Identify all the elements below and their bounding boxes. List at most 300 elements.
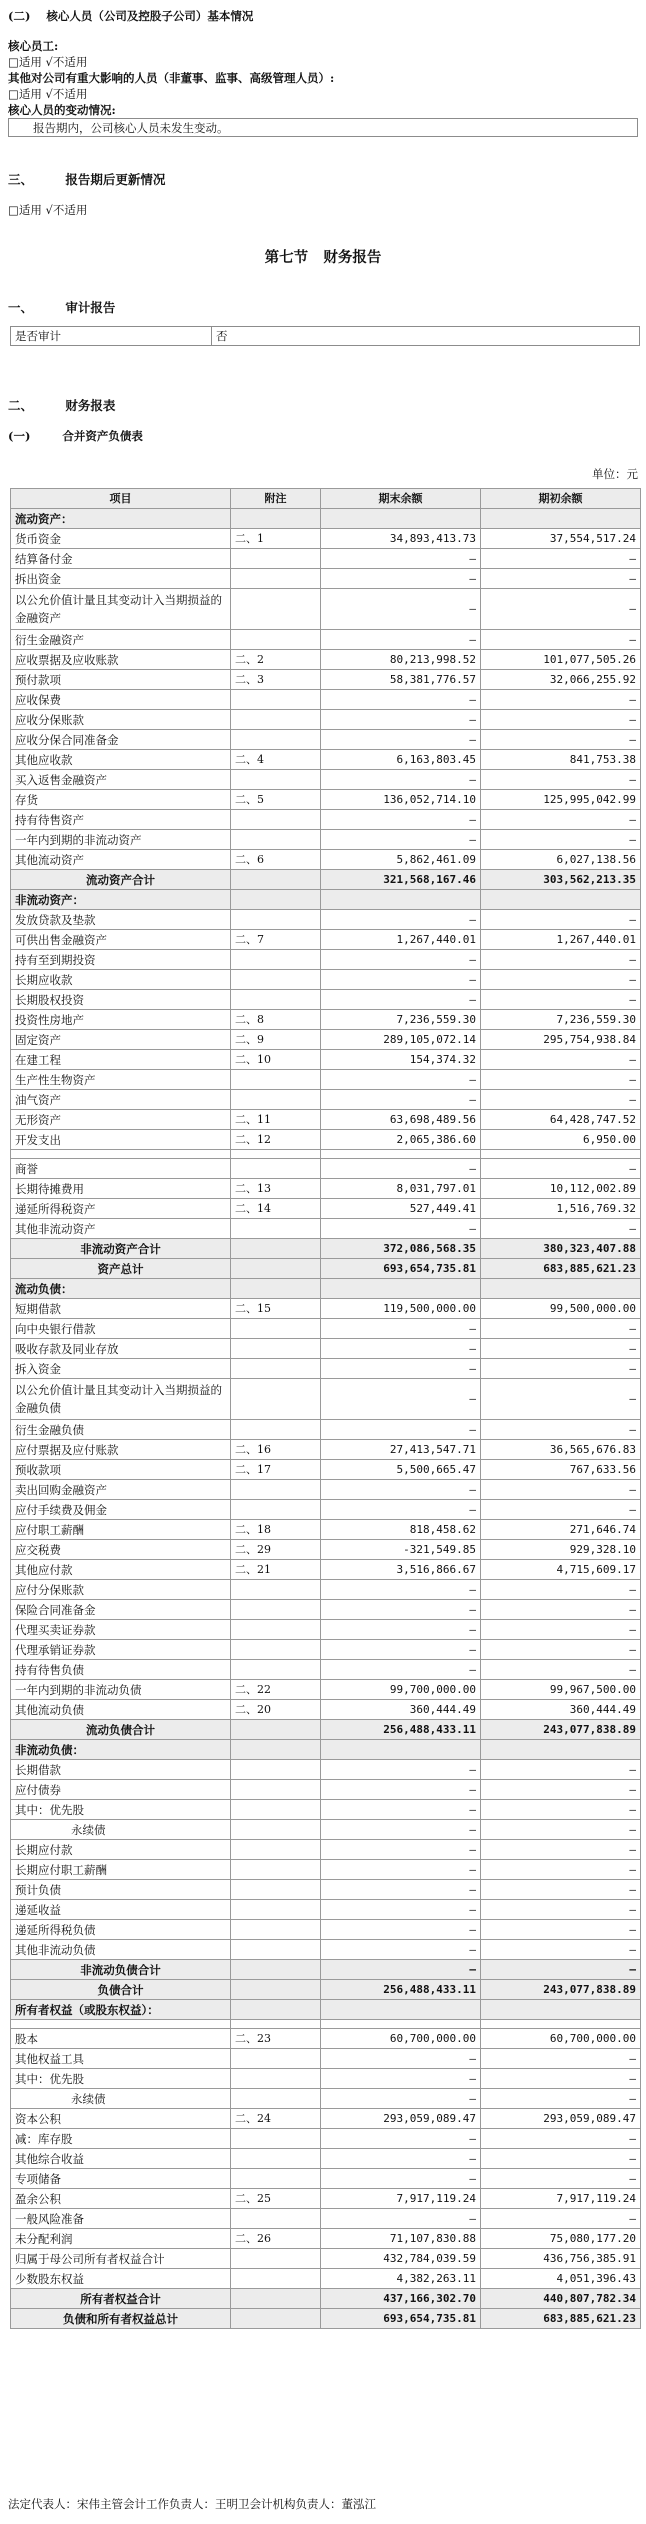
opening-balance-cell: – <box>481 1070 641 1090</box>
item-cell: 拆出资金 <box>11 569 231 589</box>
part3-choice: □适用 √不适用 <box>8 203 88 217</box>
item-cell: 应收保费 <box>11 690 231 710</box>
opening-balance-cell: 303,562,213.35 <box>481 870 641 890</box>
opening-balance-cell <box>481 1740 641 1760</box>
opening-balance-cell: – <box>481 569 641 589</box>
opening-balance-cell: – <box>481 1660 641 1680</box>
table-row <box>11 1800 641 1820</box>
opening-balance-cell: – <box>481 549 641 569</box>
item-cell: 负债合计 <box>11 1980 231 2000</box>
note-cell: 二、9 <box>231 1030 321 1050</box>
opening-balance-cell: – <box>481 1159 641 1179</box>
opening-balance-cell: – <box>481 1860 641 1880</box>
note-cell <box>231 1620 321 1640</box>
item-cell: 预付款项 <box>11 670 231 690</box>
ending-balance-cell: 3,516,866.67 <box>321 1560 481 1580</box>
balance-sheet-table <box>10 488 641 2329</box>
opening-balance-cell: 293,059,089.47 <box>481 2109 641 2129</box>
item-cell: 少数股东权益 <box>11 2269 231 2289</box>
ending-balance-cell: – <box>321 1580 481 1600</box>
table-row <box>11 1130 641 1150</box>
table-row <box>11 770 641 790</box>
note-cell: 二、18 <box>231 1520 321 1540</box>
note-cell <box>231 1239 321 1259</box>
item-cell: 应收分保账款 <box>11 710 231 730</box>
opening-balance-cell: – <box>481 730 641 750</box>
audit-title: 审计报告 <box>65 300 116 315</box>
item-cell: 拆入资金 <box>11 1359 231 1379</box>
table-row <box>11 1680 641 1700</box>
item-cell: 递延所得税资产 <box>11 1199 231 1219</box>
total-row <box>11 1960 641 1980</box>
ending-balance-cell: – <box>321 690 481 710</box>
note-cell <box>231 1420 321 1440</box>
ending-balance-cell: 99,700,000.00 <box>321 1680 481 1700</box>
table-row <box>11 630 641 650</box>
ending-balance-cell: 372,086,568.35 <box>321 1239 481 1259</box>
item-cell: 固定资产 <box>11 1030 231 1050</box>
note-cell <box>231 1880 321 1900</box>
table-row <box>11 2269 641 2289</box>
ending-balance-cell: 154,374.32 <box>321 1050 481 1070</box>
ending-balance-cell: – <box>321 770 481 790</box>
table-row <box>11 1600 641 1620</box>
table-row <box>11 1050 641 1070</box>
table-row <box>11 1860 641 1880</box>
note-cell <box>231 990 321 1010</box>
ending-balance-cell: – <box>321 970 481 990</box>
ending-balance-cell: 7,917,119.24 <box>321 2189 481 2209</box>
note-cell <box>231 1640 321 1660</box>
note-cell: 二、23 <box>231 2029 321 2049</box>
table-row <box>11 2029 641 2049</box>
table-row <box>11 1780 641 1800</box>
ending-balance-cell <box>321 890 481 910</box>
table-row <box>11 1660 641 1680</box>
note-cell <box>231 1090 321 1110</box>
item-cell: 其他权益工具 <box>11 2049 231 2069</box>
ending-balance-cell: 63,698,489.56 <box>321 1110 481 1130</box>
item-cell: 在建工程 <box>11 1050 231 1070</box>
table-row <box>11 850 641 870</box>
item-cell: 油气资产 <box>11 1090 231 1110</box>
item-cell: 递延收益 <box>11 1900 231 1920</box>
ending-balance-cell <box>321 2020 481 2029</box>
opening-balance-cell: – <box>481 1359 641 1379</box>
table-row <box>11 1560 641 1580</box>
item-cell: 非流动资产： <box>11 890 231 910</box>
note-cell <box>231 1740 321 1760</box>
ending-balance-cell: – <box>321 1800 481 1820</box>
item-cell: 递延所得税负债 <box>11 1920 231 1940</box>
note-cell <box>231 970 321 990</box>
table-row <box>11 910 641 930</box>
total-row <box>11 870 641 890</box>
note-cell <box>231 509 321 529</box>
item-cell: 向中央银行借款 <box>11 1319 231 1339</box>
ending-balance-cell: 5,862,461.09 <box>321 850 481 870</box>
opening-balance-cell: – <box>481 810 641 830</box>
item-cell: 永续债 <box>11 1820 231 1840</box>
table-row <box>11 1520 641 1540</box>
item-cell <box>11 1150 231 1159</box>
item-cell: 以公允价值计量且其变动计入当期损益的金融资产 <box>11 589 231 630</box>
reports-title: 财务报表 <box>65 398 116 413</box>
item-cell: 应付票据及应付账款 <box>11 1440 231 1460</box>
change-label: 核心人员的变动情况: <box>8 103 116 117</box>
ending-balance-cell: – <box>321 2069 481 2089</box>
note-cell <box>231 1800 321 1820</box>
note-cell <box>231 1379 321 1420</box>
signatures: 法定代表人：宋伟主管会计工作负责人：王明卫会计机构负责人：董泓江 <box>8 2497 376 2511</box>
ending-balance-cell: – <box>321 1860 481 1880</box>
item-cell: 流动资产： <box>11 509 231 529</box>
table-header-row <box>11 489 641 509</box>
total-row <box>11 1980 641 2000</box>
table-row <box>11 1460 641 1480</box>
table-row <box>11 2020 641 2029</box>
note-cell <box>231 870 321 890</box>
item-cell: 衍生金融负债 <box>11 1420 231 1440</box>
table-row <box>11 1640 641 1660</box>
total-row <box>11 1239 641 1259</box>
opening-balance-cell: 841,753.38 <box>481 750 641 770</box>
ending-balance-cell: – <box>321 1480 481 1500</box>
item-cell: 以公允价值计量且其变动计入当期损益的金融负债 <box>11 1379 231 1420</box>
ending-balance-cell <box>321 1150 481 1159</box>
table-row <box>11 1150 641 1159</box>
note-cell: 二、2 <box>231 650 321 670</box>
note-cell <box>231 2269 321 2289</box>
note-cell <box>231 1359 321 1379</box>
item-cell: 应付职工薪酬 <box>11 1520 231 1540</box>
opening-balance-cell: – <box>481 830 641 850</box>
item-cell: 其中：优先股 <box>11 1800 231 1820</box>
item-cell: 一般风险准备 <box>11 2209 231 2229</box>
note-cell <box>231 1219 321 1239</box>
item-cell: 存货 <box>11 790 231 810</box>
item-cell: 长期待摊费用 <box>11 1179 231 1199</box>
ending-balance-cell: – <box>321 1760 481 1780</box>
item-cell: 货币资金 <box>11 529 231 549</box>
audit-label: 是否审计 <box>15 329 61 343</box>
balance-sheet-title: 合并资产负债表 <box>62 429 143 443</box>
ending-balance-cell: – <box>321 569 481 589</box>
opening-balance-cell <box>481 890 641 910</box>
item-cell: 负债和所有者权益总计 <box>11 2309 231 2329</box>
table-row <box>11 1110 641 1130</box>
table-row <box>11 2149 641 2169</box>
table-row <box>11 2069 641 2089</box>
ending-balance-cell: – <box>321 1219 481 1239</box>
note-cell <box>231 1660 321 1680</box>
note-cell: 二、22 <box>231 1680 321 1700</box>
item-cell: 其他流动负债 <box>11 1700 231 1720</box>
note-cell <box>231 910 321 930</box>
item-cell: 其中：优先股 <box>11 2069 231 2089</box>
opening-balance-cell <box>481 1150 641 1159</box>
item-cell: 未分配利润 <box>11 2229 231 2249</box>
total-row <box>11 2309 641 2329</box>
item-cell: 应交税费 <box>11 1540 231 1560</box>
opening-balance-cell: 4,051,396.43 <box>481 2269 641 2289</box>
item-cell: 长期应付职工薪酬 <box>11 1860 231 1880</box>
ending-balance-cell: – <box>321 1600 481 1620</box>
item-cell: 所有者权益（或股东权益）： <box>11 2000 231 2020</box>
table-row <box>11 2209 641 2229</box>
opening-balance-cell: – <box>481 1319 641 1339</box>
note-cell <box>231 1820 321 1840</box>
note-cell: 二、4 <box>231 750 321 770</box>
item-cell: 所有者权益合计 <box>11 2289 231 2309</box>
reports-number: 二、 <box>8 398 34 413</box>
item-cell: 代理买卖证券款 <box>11 1620 231 1640</box>
opening-balance-cell: 64,428,747.52 <box>481 1110 641 1130</box>
ending-balance-cell: – <box>321 1840 481 1860</box>
audit-divider <box>211 327 212 345</box>
item-cell: 非流动资产合计 <box>11 1239 231 1259</box>
item-cell: 商誉 <box>11 1159 231 1179</box>
opening-balance-cell <box>481 509 641 529</box>
ending-balance-cell: – <box>321 1940 481 1960</box>
note-cell <box>231 730 321 750</box>
note-cell <box>231 549 321 569</box>
table-row <box>11 930 641 950</box>
ending-balance-cell: – <box>321 2169 481 2189</box>
table-row <box>11 790 641 810</box>
ending-balance-cell <box>321 2000 481 2020</box>
item-cell: 无形资产 <box>11 1110 231 1130</box>
table-row <box>11 690 641 710</box>
core-staff-label: 核心员工: <box>8 39 59 53</box>
opening-balance-cell: 243,077,838.89 <box>481 1720 641 1740</box>
section-row <box>11 1740 641 1760</box>
note-cell: 二、26 <box>231 2229 321 2249</box>
item-cell: 预收款项 <box>11 1460 231 1480</box>
note-cell <box>231 1500 321 1520</box>
opening-balance-cell: 6,950.00 <box>481 1130 641 1150</box>
ending-balance-cell: 818,458.62 <box>321 1520 481 1540</box>
item-cell <box>11 2020 231 2029</box>
opening-balance-cell: – <box>481 990 641 1010</box>
ending-balance-cell: 27,413,547.71 <box>321 1440 481 1460</box>
table-row <box>11 650 641 670</box>
opening-balance-cell <box>481 2020 641 2029</box>
ending-balance-cell: – <box>321 1339 481 1359</box>
note-cell: 二、12 <box>231 1130 321 1150</box>
table-row <box>11 549 641 569</box>
note-cell: 二、25 <box>231 2189 321 2209</box>
table-row <box>11 1920 641 1940</box>
note-cell: 二、17 <box>231 1460 321 1480</box>
table-row <box>11 1620 641 1640</box>
ending-balance-cell: – <box>321 1359 481 1379</box>
reports-heading <box>8 396 115 414</box>
item-cell: 可供出售金融资产 <box>11 930 231 950</box>
note-cell <box>231 2149 321 2169</box>
opening-balance-cell: – <box>481 2069 641 2089</box>
note-cell <box>231 1940 321 1960</box>
opening-balance-cell: 271,646.74 <box>481 1520 641 1540</box>
opening-balance-cell: – <box>481 770 641 790</box>
ending-balance-cell: – <box>321 830 481 850</box>
part3-title: 报告期后更新情况 <box>65 172 166 187</box>
opening-balance-cell: – <box>481 910 641 930</box>
ending-balance-cell: 256,488,433.11 <box>321 1720 481 1740</box>
note-cell: 二、16 <box>231 1440 321 1460</box>
note-cell <box>231 630 321 650</box>
table-row <box>11 2129 641 2149</box>
section-row <box>11 2000 641 2020</box>
section-number: (二) <box>8 9 31 23</box>
ending-balance-cell: – <box>321 1660 481 1680</box>
item-cell: 其他应收款 <box>11 750 231 770</box>
item-cell: 非流动负债合计 <box>11 1960 231 1980</box>
note-cell <box>231 1900 321 1920</box>
note-cell <box>231 1980 321 2000</box>
table-row <box>11 569 641 589</box>
note-cell <box>231 2289 321 2309</box>
ending-balance-cell: 6,163,803.45 <box>321 750 481 770</box>
item-cell: 持有至到期投资 <box>11 950 231 970</box>
item-cell: 资本公积 <box>11 2109 231 2129</box>
opening-balance-cell: – <box>481 2049 641 2069</box>
table-row <box>11 2049 641 2069</box>
note-cell: 二、5 <box>231 790 321 810</box>
note-cell: 二、7 <box>231 930 321 950</box>
opening-balance-cell: – <box>481 1900 641 1920</box>
ending-balance-cell: – <box>321 2049 481 2069</box>
opening-balance-cell: – <box>481 1090 641 1110</box>
opening-balance-cell: 380,323,407.88 <box>481 1239 641 1259</box>
opening-balance-cell: 295,754,938.84 <box>481 1030 641 1050</box>
opening-balance-cell: 7,236,559.30 <box>481 1010 641 1030</box>
note-cell: 二、29 <box>231 1540 321 1560</box>
ending-balance-cell: 289,105,072.14 <box>321 1030 481 1050</box>
ending-balance-cell: – <box>321 1620 481 1640</box>
item-cell: 资产总计 <box>11 1259 231 1279</box>
ending-balance-cell: – <box>321 1420 481 1440</box>
opening-balance-cell: 37,554,517.24 <box>481 529 641 549</box>
item-cell: 一年内到期的非流动负债 <box>11 1680 231 1700</box>
ending-balance-cell: 119,500,000.00 <box>321 1299 481 1319</box>
ending-balance-cell: 432,784,039.59 <box>321 2249 481 2269</box>
ending-balance-cell: – <box>321 1780 481 1800</box>
table-row <box>11 2189 641 2209</box>
note-cell <box>231 2069 321 2089</box>
item-cell: 短期借款 <box>11 1299 231 1319</box>
item-cell: 股本 <box>11 2029 231 2049</box>
table-row <box>11 1440 641 1460</box>
item-cell: 投资性房地产 <box>11 1010 231 1030</box>
ending-balance-cell: – <box>321 1090 481 1110</box>
note-cell: 二、14 <box>231 1199 321 1219</box>
ending-balance-cell: – <box>321 1820 481 1840</box>
ending-balance-cell: – <box>321 1159 481 1179</box>
note-cell <box>231 1070 321 1090</box>
ending-balance-cell: 693,654,735.81 <box>321 2309 481 2329</box>
audit-value: 否 <box>216 329 228 343</box>
opening-balance-cell: – <box>481 2089 641 2109</box>
ending-balance-cell: – <box>321 1960 481 1980</box>
opening-balance-cell: – <box>481 2129 641 2149</box>
opening-balance-cell: 929,328.10 <box>481 1540 641 1560</box>
item-cell: 应付债券 <box>11 1780 231 1800</box>
item-cell: 结算备付金 <box>11 549 231 569</box>
ending-balance-cell: – <box>321 1640 481 1660</box>
header-ending-balance: 期末余额 <box>321 489 481 509</box>
note-cell <box>231 589 321 630</box>
note-cell <box>231 2000 321 2020</box>
item-cell: 持有待售负债 <box>11 1660 231 1680</box>
item-cell: 其他应付款 <box>11 1560 231 1580</box>
ending-balance-cell: – <box>321 910 481 930</box>
note-cell <box>231 1159 321 1179</box>
note-cell <box>231 1580 321 1600</box>
note-cell: 二、8 <box>231 1010 321 1030</box>
audit-table <box>10 326 640 346</box>
total-row <box>11 1259 641 1279</box>
note-cell: 二、24 <box>231 2109 321 2129</box>
audit-number: 一、 <box>8 300 34 315</box>
note-cell: 二、13 <box>231 1179 321 1199</box>
ending-balance-cell: 7,236,559.30 <box>321 1010 481 1030</box>
table-row <box>11 1070 641 1090</box>
note-cell <box>231 2089 321 2109</box>
note-cell: 二、21 <box>231 1560 321 1580</box>
ending-balance-cell: – <box>321 1880 481 1900</box>
note-cell: 二、20 <box>231 1700 321 1720</box>
table-row <box>11 710 641 730</box>
note-cell <box>231 830 321 850</box>
section-2-heading <box>8 8 253 24</box>
note-cell <box>231 1760 321 1780</box>
section-title: 核心人员（公司及控股子公司）基本情况 <box>46 9 254 23</box>
opening-balance-cell: – <box>481 2209 641 2229</box>
opening-balance-cell: – <box>481 690 641 710</box>
section-row <box>11 890 641 910</box>
total-row <box>11 1720 641 1740</box>
ending-balance-cell: 437,166,302.70 <box>321 2289 481 2309</box>
item-cell: 流动负债合计 <box>11 1720 231 1740</box>
note-cell <box>231 1150 321 1159</box>
table-row <box>11 750 641 770</box>
item-cell: 一年内到期的非流动资产 <box>11 830 231 850</box>
note-cell <box>231 2309 321 2329</box>
ending-balance-cell: – <box>321 990 481 1010</box>
table-row <box>11 1159 641 1179</box>
note-cell <box>231 770 321 790</box>
ending-balance-cell: – <box>321 1920 481 1940</box>
opening-balance-cell <box>481 1279 641 1299</box>
opening-balance-cell <box>481 2000 641 2020</box>
table-row <box>11 2109 641 2129</box>
ending-balance-cell: – <box>321 950 481 970</box>
ending-balance-cell: 8,031,797.01 <box>321 1179 481 1199</box>
opening-balance-cell: – <box>481 1940 641 1960</box>
item-cell: 流动负债： <box>11 1279 231 1299</box>
opening-balance-cell: 4,715,609.17 <box>481 1560 641 1580</box>
item-cell: 持有待售资产 <box>11 810 231 830</box>
ending-balance-cell <box>321 1740 481 1760</box>
note-cell <box>231 1600 321 1620</box>
note-cell <box>231 2020 321 2029</box>
unit-label: 单位：元 <box>592 467 638 481</box>
table-row <box>11 1480 641 1500</box>
table-row <box>11 950 641 970</box>
note-cell <box>231 1860 321 1880</box>
item-cell: 流动资产合计 <box>11 870 231 890</box>
